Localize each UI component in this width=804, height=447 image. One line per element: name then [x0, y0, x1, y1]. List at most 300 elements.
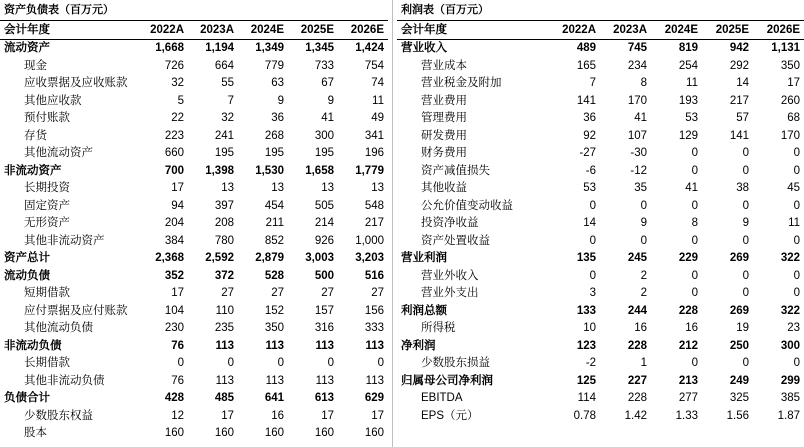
row-value: 32 [171, 77, 184, 89]
row-value: 350 [780, 59, 801, 72]
row-value: 160 [164, 427, 184, 439]
row-value: 113 [315, 374, 334, 387]
panel-divider [392, 0, 393, 447]
row-value: 53 [583, 182, 596, 194]
row-value: 125 [576, 374, 596, 387]
row-value: 228 [678, 304, 698, 317]
row-value: 322 [780, 252, 801, 264]
row-value: 14 [583, 217, 596, 229]
table-row [0, 75, 388, 93]
row-value: 0 [742, 234, 749, 247]
table-row [0, 338, 388, 356]
row-value: 228 [627, 392, 647, 404]
row-value: 9 [327, 94, 334, 107]
row-value: 214 [314, 217, 334, 229]
table-row [397, 145, 804, 163]
row-value: 57 [736, 112, 749, 124]
row-value: 0 [742, 357, 749, 369]
row-value: 350 [264, 322, 284, 334]
table-row [0, 285, 388, 303]
row-value: 227 [627, 374, 647, 387]
balance-header-row [0, 21, 388, 40]
table-row [397, 285, 804, 303]
row-value: 7 [227, 94, 234, 107]
row-value: 32 [221, 112, 234, 124]
row-value: 733 [314, 59, 334, 72]
row-value: 235 [214, 322, 234, 334]
row-value: 397 [214, 199, 234, 212]
row-value: -6 [585, 164, 596, 177]
row-label: 资产总计 [4, 252, 50, 264]
row-value: 223 [164, 129, 184, 142]
row-value: 5 [177, 94, 184, 107]
income-year-2022: 2022A [549, 21, 600, 40]
row-value: 3,003 [305, 252, 334, 264]
row-label: 其他流动负债 [24, 322, 93, 334]
row-value: 249 [729, 374, 749, 387]
row-value: 0 [640, 199, 647, 212]
table-row [397, 58, 804, 76]
row-value: 1.33 [675, 409, 698, 422]
row-value: 141 [576, 94, 596, 107]
table-row [397, 180, 804, 198]
row-value: 0 [691, 357, 698, 369]
table-row [0, 40, 388, 58]
income-year-2025: 2025E [702, 21, 753, 40]
table-row [0, 163, 388, 181]
row-value: 27 [321, 287, 334, 299]
table-row [397, 215, 804, 233]
row-value: 0 [691, 287, 698, 299]
row-value: 0 [277, 357, 284, 369]
row-value: 819 [678, 42, 698, 54]
row-value: 16 [634, 322, 647, 334]
row-value: 17 [787, 77, 801, 89]
row-value: 299 [780, 374, 801, 387]
row-value: 67 [321, 77, 334, 89]
row-value: 489 [576, 42, 596, 54]
row-value: 754 [364, 59, 384, 72]
row-value: 160 [364, 427, 384, 439]
row-value: 3 [589, 287, 596, 299]
row-value: 1.56 [726, 409, 749, 422]
table-row [0, 180, 388, 198]
row-value: 254 [678, 59, 698, 72]
row-value: 234 [627, 59, 647, 72]
income-statement-panel [397, 0, 804, 425]
income-title: 利润表（百万元） [397, 0, 804, 21]
row-label: 营业利润 [401, 252, 447, 264]
row-label: 研发费用 [421, 129, 467, 142]
row-value: 17 [371, 409, 384, 422]
row-label: 营业税金及附加 [421, 77, 502, 89]
row-value: 384 [164, 234, 184, 247]
income-year-2026: 2026E [753, 21, 804, 40]
table-row [0, 390, 388, 408]
row-value: 269 [729, 304, 749, 317]
row-label: 其他流动资产 [24, 147, 93, 159]
row-value: 204 [164, 217, 184, 229]
row-value: 17 [171, 287, 184, 299]
row-label: 其他应收款 [24, 94, 82, 107]
row-value: 0 [793, 164, 801, 177]
row-value: 1,349 [255, 42, 284, 54]
row-value: 94 [171, 199, 184, 212]
row-value: 49 [371, 112, 384, 124]
row-label: 公允价值变动收益 [421, 199, 513, 212]
row-value: 160 [314, 427, 334, 439]
row-value: 123 [576, 339, 596, 352]
table-row [0, 93, 388, 111]
row-label: 流动资产 [4, 42, 50, 54]
row-value: 7 [589, 77, 596, 89]
row-value: 41 [634, 112, 647, 124]
table-row [397, 355, 804, 373]
row-value: 244 [627, 304, 647, 317]
row-value: 11 [788, 217, 801, 229]
row-label: 非流动负债 [4, 339, 62, 352]
row-value: 0 [589, 234, 596, 247]
row-value: 74 [371, 77, 384, 89]
row-value: 325 [729, 392, 749, 404]
row-value: 1,779 [355, 164, 384, 177]
row-value: 195 [314, 147, 334, 159]
row-value: 0 [691, 164, 698, 177]
row-value: 0 [589, 199, 596, 212]
row-label: 财务费用 [421, 147, 467, 159]
row-value: 852 [264, 234, 284, 247]
row-value: 245 [627, 252, 647, 264]
row-value: 1.42 [624, 409, 647, 422]
row-value: 129 [678, 129, 698, 142]
row-value: 63 [271, 77, 284, 89]
row-value: 53 [685, 112, 698, 124]
row-value: 13 [221, 182, 234, 194]
row-value: 27 [271, 287, 284, 299]
table-row [397, 268, 804, 286]
row-value: 322 [780, 304, 801, 317]
table-row [0, 58, 388, 76]
row-value: 0 [691, 147, 698, 159]
income-header-label: 会计年度 [397, 21, 549, 40]
table-row [0, 233, 388, 251]
row-value: 157 [314, 304, 334, 317]
row-value: 195 [264, 147, 284, 159]
row-value: 45 [787, 182, 801, 194]
row-value: 2 [640, 287, 647, 299]
balance-year-2025: 2025E [288, 21, 338, 40]
row-label: 短期借款 [24, 287, 70, 299]
balance-header-label: 会计年度 [0, 21, 138, 40]
row-value: 385 [780, 392, 801, 404]
row-value: 485 [214, 392, 234, 404]
row-value: 17 [321, 409, 334, 422]
row-value: 0 [793, 287, 801, 299]
row-value: 160 [264, 427, 284, 439]
row-value: 516 [364, 269, 384, 282]
table-row [397, 93, 804, 111]
row-label: 预付账款 [24, 112, 70, 124]
income-year-2024: 2024E [651, 21, 702, 40]
row-value: 38 [736, 182, 749, 194]
row-value: 0 [793, 357, 801, 369]
row-value: -30 [630, 147, 647, 159]
row-value: 9 [277, 94, 284, 107]
table-row [0, 303, 388, 321]
balance-year-2024: 2024E [238, 21, 288, 40]
row-value: 104 [164, 304, 184, 317]
row-value: 9 [742, 217, 749, 229]
row-value: 141 [729, 129, 749, 142]
balance-year-2026: 2026E [338, 21, 388, 40]
row-label: 净利润 [401, 339, 436, 352]
row-value: 1.87 [777, 409, 801, 422]
row-value: 250 [729, 339, 749, 352]
row-value: 454 [264, 199, 284, 212]
row-value: 269 [729, 252, 749, 264]
row-value: 0 [589, 269, 596, 282]
row-value: 0 [227, 357, 234, 369]
row-label: 营业外收入 [421, 269, 479, 282]
row-value: 341 [364, 129, 384, 142]
row-value: 12 [171, 409, 184, 422]
row-value: 35 [634, 182, 647, 194]
table-row [0, 145, 388, 163]
row-label: 其他收益 [421, 182, 467, 194]
table-row [397, 303, 804, 321]
income-year-2023: 2023A [600, 21, 651, 40]
row-value: 1,345 [305, 42, 334, 54]
row-value: 500 [314, 269, 334, 282]
row-label: 投资净收益 [421, 217, 479, 229]
row-value: 110 [215, 304, 234, 317]
row-value: 0 [793, 269, 801, 282]
row-label: 利润总额 [401, 304, 447, 317]
row-value: 1,668 [155, 42, 184, 54]
row-value: 0 [742, 164, 749, 177]
row-label: 资产减值损失 [421, 164, 490, 177]
row-value: 17 [221, 409, 234, 422]
row-value: 0 [793, 234, 801, 247]
balance-sheet-panel [0, 0, 388, 443]
row-value: 428 [164, 392, 184, 404]
income-header-row [397, 21, 804, 40]
row-value: 0 [793, 199, 801, 212]
row-label: 归属母公司净利润 [401, 374, 493, 387]
row-value: 0 [177, 357, 184, 369]
row-value: 0 [691, 269, 698, 282]
row-value: 41 [321, 112, 334, 124]
row-value: 0.78 [573, 409, 596, 422]
row-value: 135 [576, 252, 596, 264]
row-value: 228 [627, 339, 647, 352]
row-value: 170 [627, 94, 647, 107]
row-label: 其他非流动资产 [24, 234, 105, 247]
row-value: 208 [214, 217, 234, 229]
row-value: 1,131 [771, 42, 801, 54]
table-row [0, 128, 388, 146]
row-value: 13 [321, 182, 334, 194]
table-row [397, 110, 804, 128]
row-value: 113 [365, 374, 384, 387]
table-row [0, 355, 388, 373]
row-value: 113 [215, 339, 234, 352]
row-value: 700 [164, 164, 184, 177]
row-value: 196 [364, 147, 384, 159]
row-value: 193 [678, 94, 698, 107]
row-label: 流动负债 [4, 269, 50, 282]
row-value: 156 [364, 304, 384, 317]
row-value: 745 [627, 42, 647, 54]
row-value: 1,658 [305, 164, 334, 177]
row-value: 1,000 [355, 234, 384, 247]
table-row [397, 408, 804, 426]
row-value: 942 [729, 42, 749, 54]
row-value: 926 [314, 234, 334, 247]
row-value: 213 [678, 374, 698, 387]
row-value: 1,398 [205, 164, 234, 177]
table-row [0, 198, 388, 216]
row-value: 1,194 [205, 42, 234, 54]
row-value: 3,203 [355, 252, 384, 264]
row-value: 217 [729, 94, 749, 107]
row-value: 152 [264, 304, 284, 317]
row-value: 316 [314, 322, 334, 334]
table-row [0, 425, 388, 443]
row-value: 211 [265, 217, 284, 229]
row-label: 所得税 [421, 322, 456, 334]
row-label: 长期投资 [24, 182, 70, 194]
row-value: 2,368 [155, 252, 184, 264]
row-label: EPS（元） [421, 409, 479, 422]
row-value: 0 [327, 357, 334, 369]
row-value: 92 [583, 129, 596, 142]
table-row [0, 110, 388, 128]
row-label: 少数股东损益 [421, 357, 490, 369]
row-value: -12 [630, 164, 647, 177]
row-value: 779 [264, 59, 284, 72]
row-label: 存货 [24, 129, 47, 142]
row-label: 无形资产 [24, 217, 70, 229]
table-row [0, 373, 388, 391]
row-value: 241 [214, 129, 234, 142]
row-value: 333 [364, 322, 384, 334]
table-row [397, 390, 804, 408]
row-value: 641 [264, 392, 284, 404]
row-label: 营业收入 [401, 42, 447, 54]
row-value: 11 [372, 94, 384, 107]
row-value: 0 [742, 147, 749, 159]
table-row [397, 128, 804, 146]
row-value: 212 [678, 339, 698, 352]
row-value: 114 [577, 392, 596, 404]
row-value: 1,530 [255, 164, 284, 177]
row-label: 长期借款 [24, 357, 70, 369]
balance-title: 资产负债表（百万元） [0, 0, 388, 21]
table-row [397, 198, 804, 216]
row-value: 27 [221, 287, 234, 299]
row-label: 固定资产 [24, 199, 70, 212]
income-statement-table [397, 0, 804, 425]
row-value: 726 [164, 59, 184, 72]
row-value: 780 [214, 234, 234, 247]
row-value: 629 [364, 392, 384, 404]
row-value: 1,424 [355, 42, 384, 54]
row-value: 19 [736, 322, 749, 334]
row-label: 应收票据及应收账款 [24, 77, 128, 89]
table-row [397, 320, 804, 338]
row-value: 16 [685, 322, 698, 334]
row-value: 0 [742, 287, 749, 299]
row-value: 664 [214, 59, 234, 72]
row-value: 22 [171, 112, 184, 124]
row-value: 260 [780, 94, 801, 107]
row-value: 548 [364, 199, 384, 212]
row-value: 277 [678, 392, 698, 404]
income-title-row [397, 0, 804, 21]
row-value: 133 [576, 304, 596, 317]
row-value: 300 [314, 129, 334, 142]
row-value: 217 [364, 217, 384, 229]
row-value: 16 [271, 409, 284, 422]
row-value: 8 [640, 77, 647, 89]
table-row [0, 268, 388, 286]
table-row [0, 215, 388, 233]
row-value: 195 [214, 147, 234, 159]
row-value: 372 [214, 269, 234, 282]
row-label: 资产处置收益 [421, 234, 490, 247]
row-value: 113 [315, 339, 334, 352]
row-value: 2,592 [205, 252, 234, 264]
row-value: 36 [583, 112, 596, 124]
row-value: 528 [264, 269, 284, 282]
row-value: 76 [171, 374, 184, 387]
row-label: 股本 [24, 427, 47, 439]
table-row [397, 338, 804, 356]
row-value: 230 [164, 322, 184, 334]
row-value: 505 [314, 199, 334, 212]
row-value: 41 [685, 182, 698, 194]
row-value: 660 [164, 147, 184, 159]
row-value: 170 [780, 129, 801, 142]
row-value: 229 [678, 252, 698, 264]
row-value: 14 [736, 77, 749, 89]
row-label: 应付票据及应付账款 [24, 304, 128, 317]
table-row [397, 40, 804, 58]
row-label: 少数股东权益 [24, 409, 93, 422]
row-label: 现金 [24, 59, 47, 72]
row-value: 0 [377, 357, 384, 369]
row-value: 27 [371, 287, 384, 299]
row-value: 0 [793, 147, 801, 159]
row-value: 1 [640, 357, 647, 369]
table-row [397, 163, 804, 181]
table-row [397, 250, 804, 268]
row-value: 113 [265, 339, 284, 352]
row-value: 300 [780, 339, 801, 352]
row-value: 160 [214, 427, 234, 439]
row-value: 10 [583, 322, 596, 334]
table-row [397, 75, 804, 93]
balance-year-2022: 2022A [138, 21, 188, 40]
row-value: 113 [215, 374, 234, 387]
row-value: 2,879 [255, 252, 284, 264]
row-value: -2 [585, 357, 596, 369]
row-value: 8 [691, 217, 698, 229]
row-value: 0 [742, 269, 749, 282]
row-value: 352 [164, 269, 184, 282]
row-value: 13 [371, 182, 384, 194]
